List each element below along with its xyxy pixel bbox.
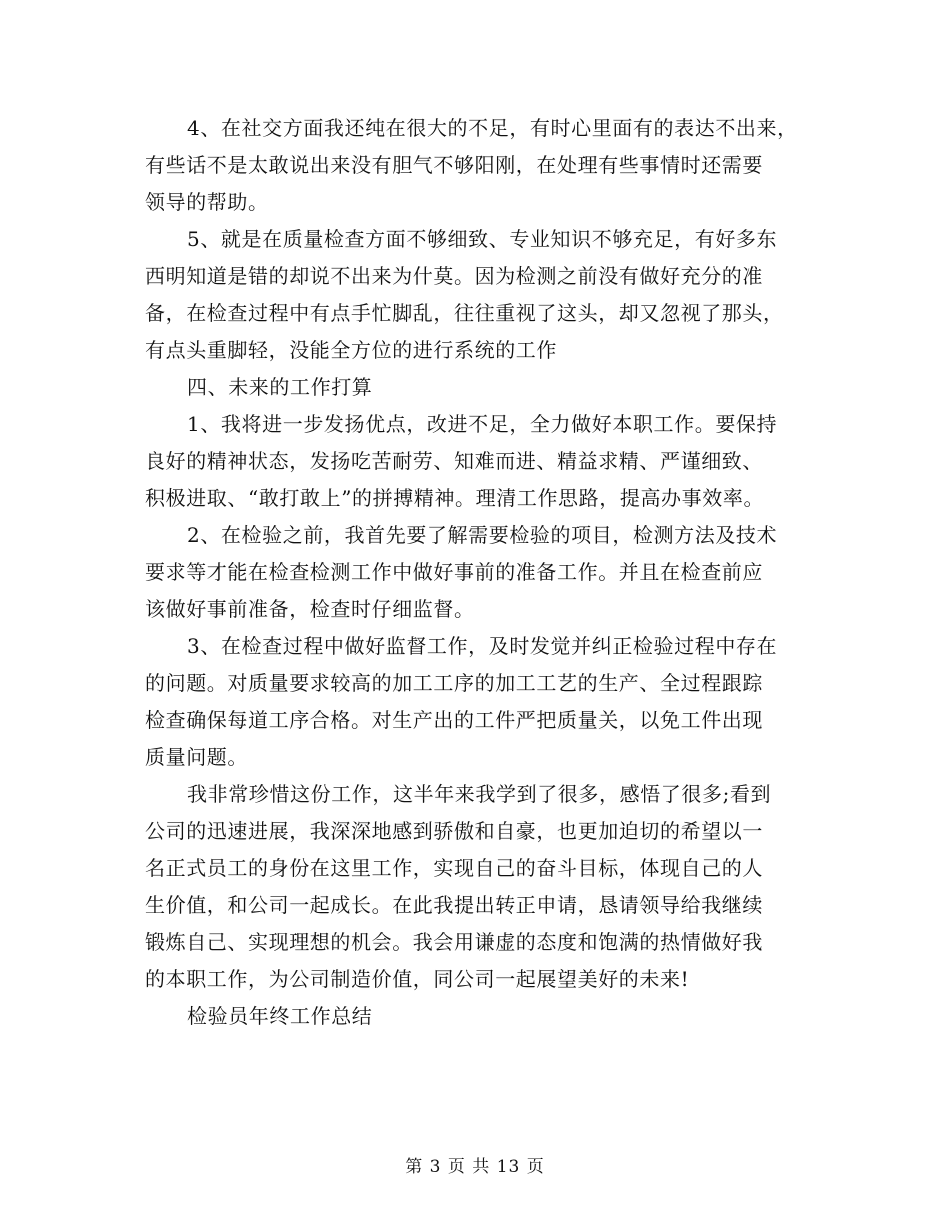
text-line: 检验员年终工作总结: [187, 1004, 373, 1028]
text-line: 4、在社交方面我还纯在很大的不足，有时心里面有的表达不出来，: [187, 116, 798, 140]
text-line: 的本职工作，为公司制造价值，同公司一起展望美好的未来!: [145, 967, 690, 991]
text-line: 有些话不是太敢说出来没有胆气不够阳刚，在处理有些事情时还需要: [145, 153, 763, 177]
text-line: 积极进取、“敢打敢上”的拼搏精神。理清工作思路，提高办事效率。: [145, 486, 765, 510]
footer-mid: 页 共: [447, 1157, 491, 1177]
text-line: 质量问题。: [145, 745, 248, 769]
text-line: 名正式员工的身份在这里工作，实现自己的奋斗目标，体现自己的人: [145, 856, 763, 880]
text-line: 领导的帮助。: [145, 190, 269, 214]
current-page-number: 3: [429, 1157, 442, 1177]
text-line: 5、就是在质量检查方面不够细致、专业知识不够充足，有好多东: [187, 227, 778, 251]
text-line: 锻炼自己、实现理想的机会。我会用谦虚的态度和饱满的热情做好我: [145, 930, 763, 954]
text-line: 1、我将进一步发扬优点，改进不足，全力做好本职工作。要保持: [187, 412, 778, 436]
text-line: 生价值，和公司一起成长。在此我提出转正申请，恳请领导给我继续: [145, 893, 763, 917]
text-line: 2、在检验之前，我首先要了解需要检验的项目，检测方法及技术: [187, 523, 778, 547]
text-line: 备，在检查过程中有点手忙脚乱，往往重视了这头，却又忽视了那头，: [145, 301, 784, 325]
text-line: 的问题。对质量要求较高的加工工序的加工工艺的生产、全过程跟踪: [145, 671, 763, 695]
text-line: 我非常珍惜这份工作，这半年来我学到了很多，感悟了很多;看到: [187, 782, 772, 806]
footer-suffix: 页: [526, 1157, 545, 1177]
total-page-count: 13: [496, 1157, 521, 1177]
text-line: 良好的精神状态，发扬吃苦耐劳、知难而进、精益求精、严谨细致、: [145, 449, 763, 473]
text-line: 检查确保每道工序合格。对生产出的工件严把质量关，以免工件出现: [145, 708, 763, 732]
text-line: 西明知道是错的却说不出来为什莫。因为检测之前没有做好充分的准: [145, 264, 763, 288]
page-footer: [0, 1152, 950, 1177]
text-line: 3、在检查过程中做好监督工作，及时发觉并纠正检验过程中存在: [187, 634, 778, 658]
footer-prefix: 第: [405, 1157, 424, 1177]
text-line: 该做好事前准备，检查时仔细监督。: [145, 597, 475, 621]
text-line: 要求等才能在检查检测工作中做好事前的准备工作。并且在检查前应: [145, 560, 763, 584]
text-line: 四、未来的工作打算: [187, 375, 373, 399]
text-line: 公司的迅速进展，我深深地感到骄傲和自豪，也更加迫切的希望以一: [145, 819, 763, 843]
document-body: [145, 110, 825, 1035]
text-line: 有点头重脚轻，没能全方位的进行系统的工作: [145, 338, 557, 362]
